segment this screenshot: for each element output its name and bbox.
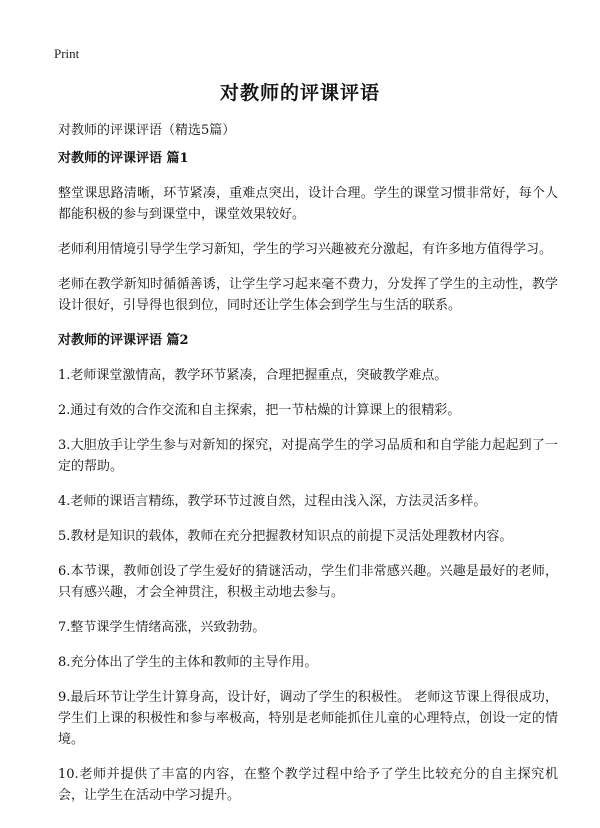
- paragraph: 老师在教学新知时循循善诱，让学生学习起来毫不费力，分发挥了学生的主动性，教学设计很好，引导得也很到位，同时还让学生体会到学生与生活的联系。: [58, 277, 558, 313]
- list-item: 7.整节课学生情绪高涨，兴致勃勃。: [58, 620, 266, 635]
- section-heading: 对教师的评课评语 篇1: [58, 151, 189, 166]
- list-item: 6.本节课，教师创设了学生爱好的猜谜活动，学生们非常感兴趣。兴趣是最好的老师，只有感兴趣，才会全神贯注，积极主动地去参与。: [58, 564, 558, 600]
- list-item: 10.老师并提供了丰富的内容，在整个教学过程中给予了学生比较充分的自主探究机会，让学生在活动中学习提升。: [58, 767, 558, 803]
- list-item: 5.教材是知识的载体，教师在充分把握教材知识点的前提下灵活处理教材内容。: [58, 529, 513, 544]
- section-heading: 对教师的评课评语 篇2: [58, 333, 189, 348]
- page-title: 对教师的评课评语: [219, 82, 380, 104]
- list-item: 3.大胆放手让学生参与对新知的探究，对提高学生的学习品质和和自学能力起起到了一定的帮助。: [58, 438, 558, 474]
- list-item: 1.老师课堂激情高，教学环节紧凑，合理把握重点，突破教学难点。: [58, 368, 448, 383]
- list-item: 2.通过有效的合作交流和自主探索，把一节枯燥的计算课上的很精彩。: [58, 403, 461, 418]
- page-subtitle: 对教师的评课评语（精选5篇）: [58, 123, 236, 138]
- paragraph: 整堂课思路清晰，环节紧凑，重难点突出，设计合理。学生的课堂习惯非常好，每个人都能积极的参与到课堂中，课堂效果较好。: [58, 186, 558, 222]
- print-label: Print: [54, 46, 80, 61]
- paragraph: 老师利用情境引导学生学习新知，学生的学习兴趣被充分激起，有许多地方值得学习。: [58, 242, 553, 257]
- list-item: 4.老师的课语言精练，教学环节过渡自然，过程由浅入深，方法灵活多样。: [58, 494, 487, 509]
- list-item: 8.充分体出了学生的主体和教师的主导作用。: [58, 655, 318, 670]
- document-body: [58, 148, 558, 820]
- list-item: 9.最后环节让学生计算身高，设计好，调动了学生的积极性。 老师这节课上得很成功，学生们上课的积极性和参与率极高，特别是老师能抓住儿童的心理特点，创设一定的情境。: [58, 690, 558, 747]
- section-2: [58, 330, 558, 806]
- section-1: [58, 148, 558, 316]
